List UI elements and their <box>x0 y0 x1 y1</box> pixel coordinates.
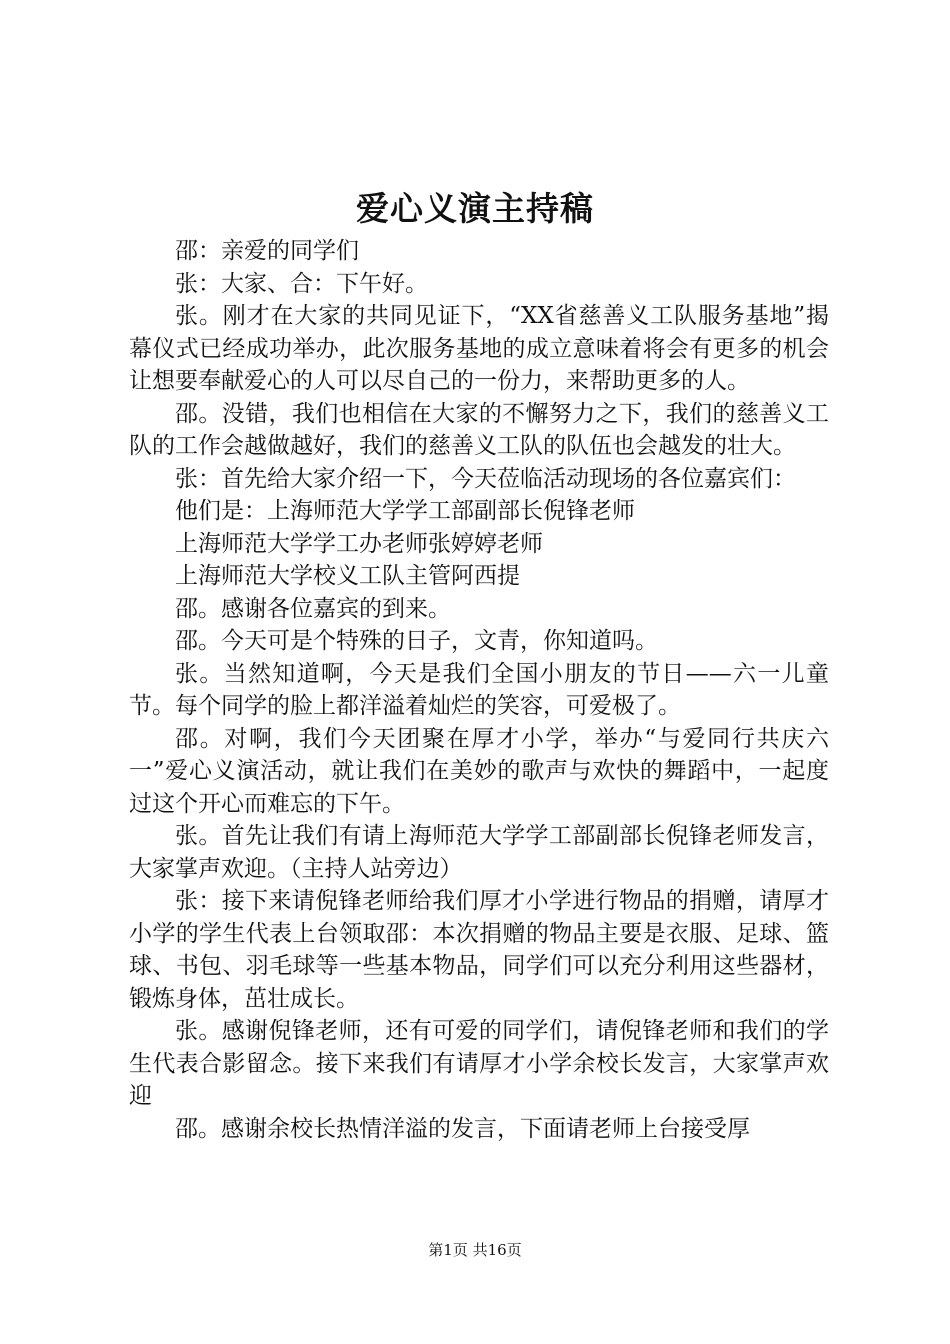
paragraph: 邵。没错，我们也相信在大家的不懈努力之下，我们的慈善义工队的工作会越做越好，我们的慈善义工队的队伍也会越发的壮大。 <box>129 400 829 459</box>
paragraph: 他们是：上海师范大学学工部副部长倪锋老师 <box>175 498 635 524</box>
paragraph: 张：接下来请倪锋老师给我们厚才小学进行物品的捐赠，请厚才小学的学生代表上台领取邵：本次捐赠的物品主要是衣服、足球、篮球、书包、羽毛球等一些基本物品，同学们可以充分利用这些器材，锻炼身体，茁壮成长。 <box>129 888 829 1012</box>
paragraph: 邵。对啊，我们今天团聚在厚才小学，举办“与爱同行共庆六一”爱心义演活动，就让我们在美妙的歌声与欢快的舞蹈中，一起度过这个开心而难忘的下午。 <box>129 725 829 817</box>
paragraph: 邵。今天可是个特殊的日子，文青，你知道吗。 <box>175 628 658 654</box>
paragraph: 张。首先让我们有请上海师范大学学工部副部长倪锋老师发言，大家掌声欢迎。（主持人站旁边） <box>129 823 829 882</box>
paragraph: 张：首先给大家介绍一下，今天莅临活动现场的各位嘉宾们： <box>175 465 796 492</box>
paragraph: 邵。感谢各位嘉宾的到来。 <box>175 595 451 622</box>
paragraph: 上海师范大学学工办老师张婷婷老师 <box>175 530 543 557</box>
paragraph: 张：大家、合：下午好。 <box>175 270 428 297</box>
document-body <box>129 235 829 1145</box>
page-number-footer: 第1页 共16页 <box>428 1241 522 1259</box>
document-title: 爱心义演主持稿 <box>356 189 594 228</box>
paragraph: 上海师范大学校义工队主管阿西提 <box>175 563 520 589</box>
paragraph: 张。感谢倪锋老师，还有可爱的同学们，请倪锋老师和我们的学生代表合影留念。接下来我们有请厚才小学余校长发言，大家掌声欢迎 <box>129 1018 829 1109</box>
paragraph: 邵：亲爱的同学们 <box>175 238 359 264</box>
paragraph: 张。刚才在大家的共同见证下，“XX省慈善义工队服务基地”揭幕仪式已经成功举办，此次服务基地的成立意味着将会有更多的机会让想要奉献爱心的人可以尽自己的一份力，来帮助更多的人。 <box>129 303 829 394</box>
paragraph: 邵。感谢余校长热情洋溢的发言，下面请老师上台接受厚 <box>175 1115 750 1142</box>
paragraph: 张。当然知道啊，今天是我们全国小朋友的节日——六一儿童节。每个同学的脸上都洋溢着灿烂的笑容，可爱极了。 <box>129 660 829 719</box>
